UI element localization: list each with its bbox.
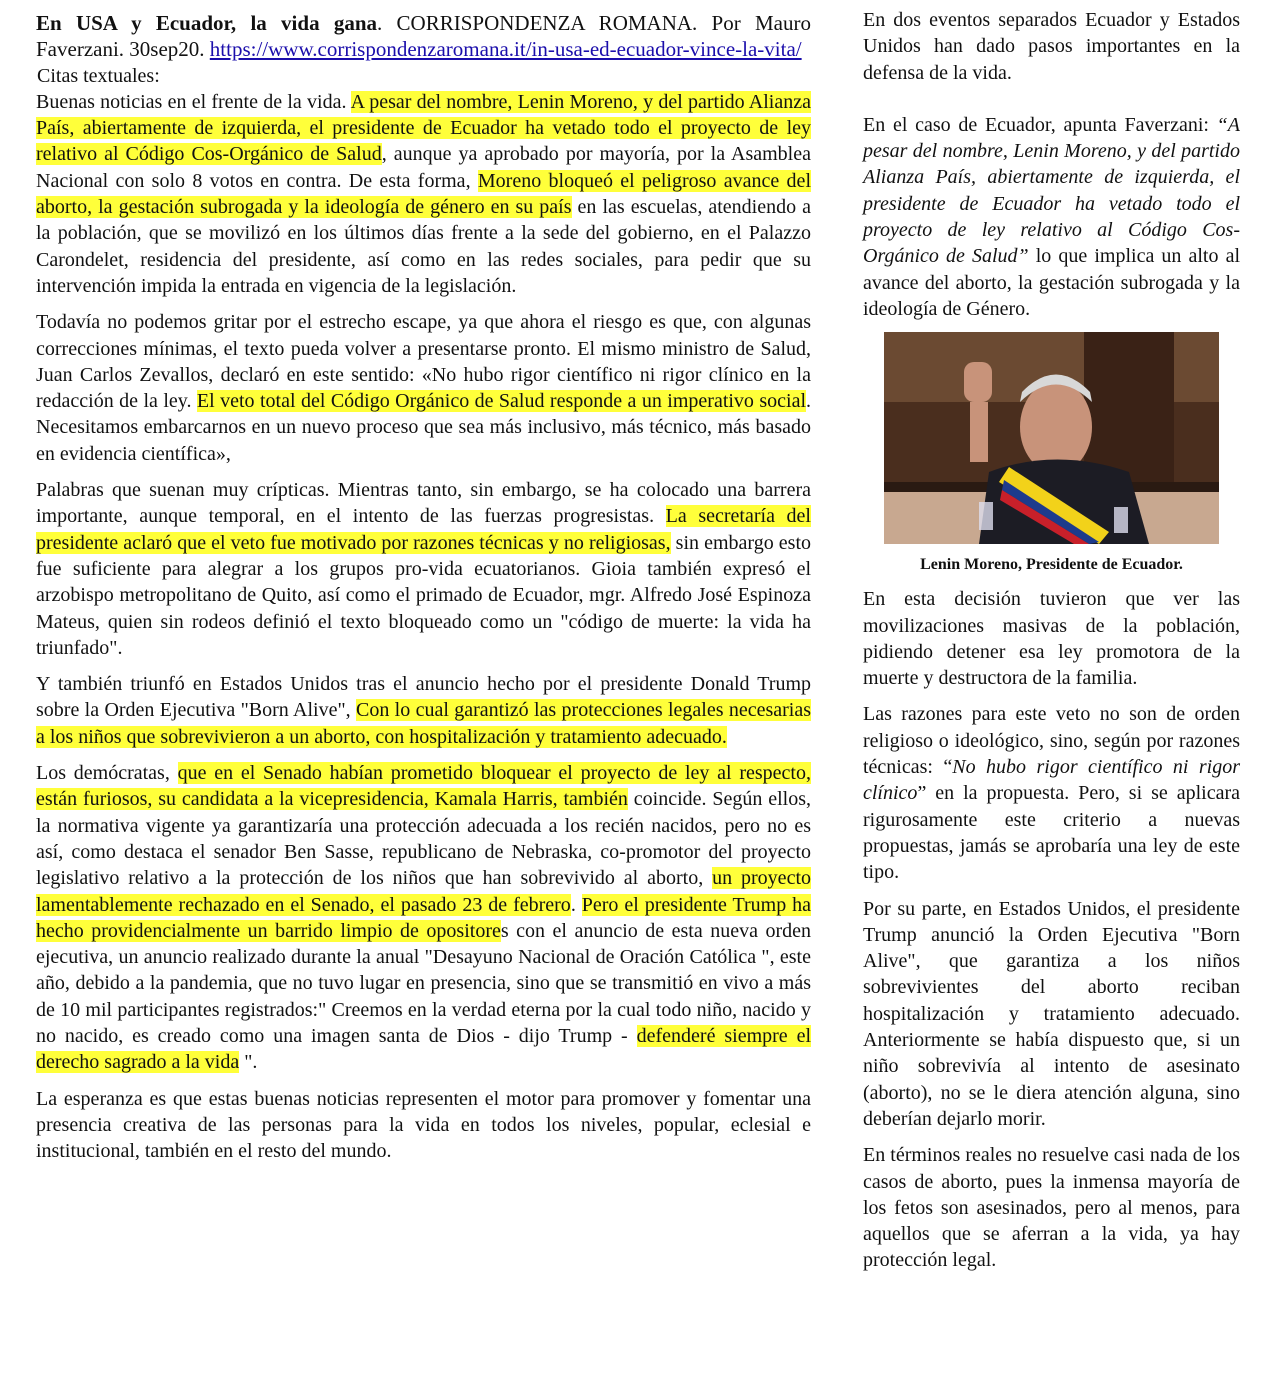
text-segment: Buenas noticias en el frente de la vida. [36, 90, 351, 113]
text-segment: sin embargo esto fue suficiente para alegrar a los grupos pro-vida ecuatorianos. Gioia también expresó el arzobispo metropolitano de Quito, así como el primado de Ecuador, mgr. Alfredo José Espinoza Mateus, quien sin rodeos definió el texto bloqueado como un "código de muerte: la vida ha triunfado". [36, 531, 811, 659]
article-header [36, 10, 811, 63]
paragraph-5 [36, 760, 811, 1076]
highlighted-text: La secretaría del presidente aclaró que el veto fue motivado por razones técnicas y no religiosas, [36, 505, 811, 554]
source-line: . CORRISPONDENZA ROMANA. Por Mauro Faverzani. 30sep20. [36, 11, 811, 62]
summary-paragraph-1: En dos eventos separados Ecuador y Estados Unidos han dado pasos importantes en la defensa de la vida. [863, 9, 1240, 84]
highlighted-text: un proyecto lamentablemente rechazado en el Senado, el pasado 23 de febrero [36, 867, 811, 916]
text-segment: coincide. Según ellos, la normativa vigente ya garantizaría una protección adecuada a los recién nacidos, pero no es así, como destaca el senador Ben Sasse, republicano de Nebraska, co-promotor del proyecto legislativo relativo a la protección de los niños que han sobrevivido al aborto, [36, 788, 811, 890]
summary-4-lead: Las razones para este veto no son de orden religioso o ideológico, sino, según por razones técnicas: “ [863, 703, 1240, 779]
summary-column [863, 7, 1240, 1274]
text-segment: s con el anuncio de esta nueva orden ejecutiva, un anuncio realizado durante la anual "Desayuno Nacional de Oración Católica ", este año, debido a la pandemia, que no tuvo lugar en presencia, sino que se transmitió en vivo a más de 10 mil participantes registrados:" Creemos en la verdad eterna por la cual todo niño, nacido y no nacido, es creado como una imagen santa de Dios - dijo Trump - [36, 919, 812, 1047]
text-segment: ". [239, 1051, 258, 1074]
text-segment: Y también triunfó en Estados Unidos tras el anuncio hecho por el presidente Donald Trump sobre la Orden Ejecutiva "Born Alive", [36, 673, 811, 722]
paragraph-3 [36, 477, 811, 661]
source-link[interactable]: https://www.corrispondenzaromana.it/in-usa-ed-ecuador-vince-la-vita/ [209, 37, 802, 62]
main-column [36, 10, 811, 1164]
highlighted-text: Con lo cual garantizó las protecciones legales necesarias a los niños que sobrevivieron a un aborto, con hospitalización y tratamiento adecuado. [36, 699, 811, 748]
highlighted-text: Pero el presidente Trump ha hecho providencialmente un barrido limpio de opositore [36, 893, 812, 942]
paragraph-2 [36, 309, 811, 467]
summary-paragraph-2 [863, 112, 1240, 322]
highlighted-text: Moreno bloqueó el peligroso avance del aborto, la gestación subrogada y la ideología de género en su país [36, 169, 811, 219]
text-segment: La esperanza es que estas buenas noticias representen el motor para promover y fomentar una presencia creativa de las personas para la vida en todos los niveles, popular, eclesial e institucional, también en el resto del mundo. [36, 1087, 811, 1163]
text-segment: Palabras que suenan muy crípticas. Mientras tanto, sin embargo, se ha colocado una barrera importante, aunque temporal, en el intento de las fuerzas progresistas. [36, 479, 811, 528]
text-segment: , aunque ya aprobado por mayoría, por la Asamblea Nacional con solo 8 votos en contra. De esta forma, [36, 143, 811, 192]
highlighted-text: defenderé siempre el derecho sagrado a la vida [36, 1024, 811, 1074]
summary-4-tail: ” en la propuesta. Pero, si se aplicara rigurosamente este criterio a nuevas propuestas, jamás se aprobaría una ley de este tipo. [863, 782, 1240, 884]
summary-paragraph-4 [863, 701, 1240, 885]
summary-2-lead: En el caso de Ecuador, apunta Faverzani: [863, 113, 1217, 136]
text-segment: . Necesitamos embarcarnos en un nuevo proceso que sea más inclusivo, más técnico, más basado en evidencia científica», [36, 390, 812, 465]
citas-label: Citas textuales: [37, 64, 160, 87]
summary-paragraph-6: En términos reales no resuelve casi nada de los casos de aborto, pues la inmensa mayoría de los fetos son asesinados, pero al menos, para aquellos que se aferran a la vida, ya hay protección legal. [863, 1144, 1240, 1272]
text-segment: . [570, 893, 582, 916]
president-photo-image [884, 332, 1219, 544]
highlighted-text: A pesar del nombre, Lenin Moreno, y del partido Alianza País, abiertamente de izquierda, el presidente de Ecuador ha vetado todo el proyecto de ley relativo al Código Cos-Orgánico de Salud [36, 90, 811, 166]
summary-paragraph-5: Por su parte, en Estados Unidos, el presidente Trump anunció la Orden Ejecutiva "Born Alive", que garantiza a los niños sobrevivientes del aborto reciban hospitalización y tratamiento adecuado. Anteriormente se había dispuesto que, si un niño sobrevivía al intento de asesinato (aborto), no se le diera atención alguna, sino deberían dejarlo morir. [863, 897, 1240, 1130]
text-segment: Los demócratas, [36, 762, 178, 785]
text-segment: Todavía no podemos gritar por el estrecho escape, ya que ahora el riesgo es que, con algunas correcciones mínimas, el texto pueda volver a presentarse pronto. El mismo ministro de Salud, Juan Carlos Zevallos, declaró en este sentido: «No hubo rigor científico ni rigor clínico en la redacción de la ley. [36, 311, 811, 413]
highlighted-text: que en el Senado habían prometido bloquear el proyecto de ley al respecto, están furiosos, su candidata a la vicepresidencia, Kamala Harris, también [36, 762, 811, 811]
highlighted-text: El veto total del Código Orgánico de Salud responde a un imperativo social [196, 390, 807, 413]
summary-2-quote: “A pesar del nombre, Lenin Moreno, y del partido Alianza País, abiertamente de izquierda, el presidente de Ecuador ha vetado todo el proyecto de ley relativo al Código Cos-Orgánico de Salud” [863, 113, 1240, 268]
summary-4-quote: No hubo rigor científico ni rigor clínico [863, 756, 1240, 805]
text-segment: en las escuelas, atendiendo a la población, que se movilizó en los últimos días frente a la sede del gobierno, en el Palazzo Carondelet, residencia del presidente, así como en las redes sociales, para pedir que su intervención impida la entrada en vigencia de la legislación. [36, 196, 811, 297]
photo-caption: Lenin Moreno, Presidente de Ecuador. [920, 556, 1183, 574]
paragraph-4 [36, 671, 811, 750]
president-photo [884, 332, 1219, 544]
summary-2-tail: lo que implica un alto al avance del aborto, la gestación subrogada y la ideología de Género. [863, 245, 1240, 320]
article-title: En USA y Ecuador, la vida gana [36, 11, 378, 35]
summary-paragraph-3: En esta decisión tuvieron que ver las movilizaciones masivas de la población, pidiendo detener esa ley promotora de la muerte y destructora de la familia. [863, 588, 1240, 690]
paragraph-6 [36, 1086, 811, 1165]
paragraph-1 [36, 89, 811, 299]
